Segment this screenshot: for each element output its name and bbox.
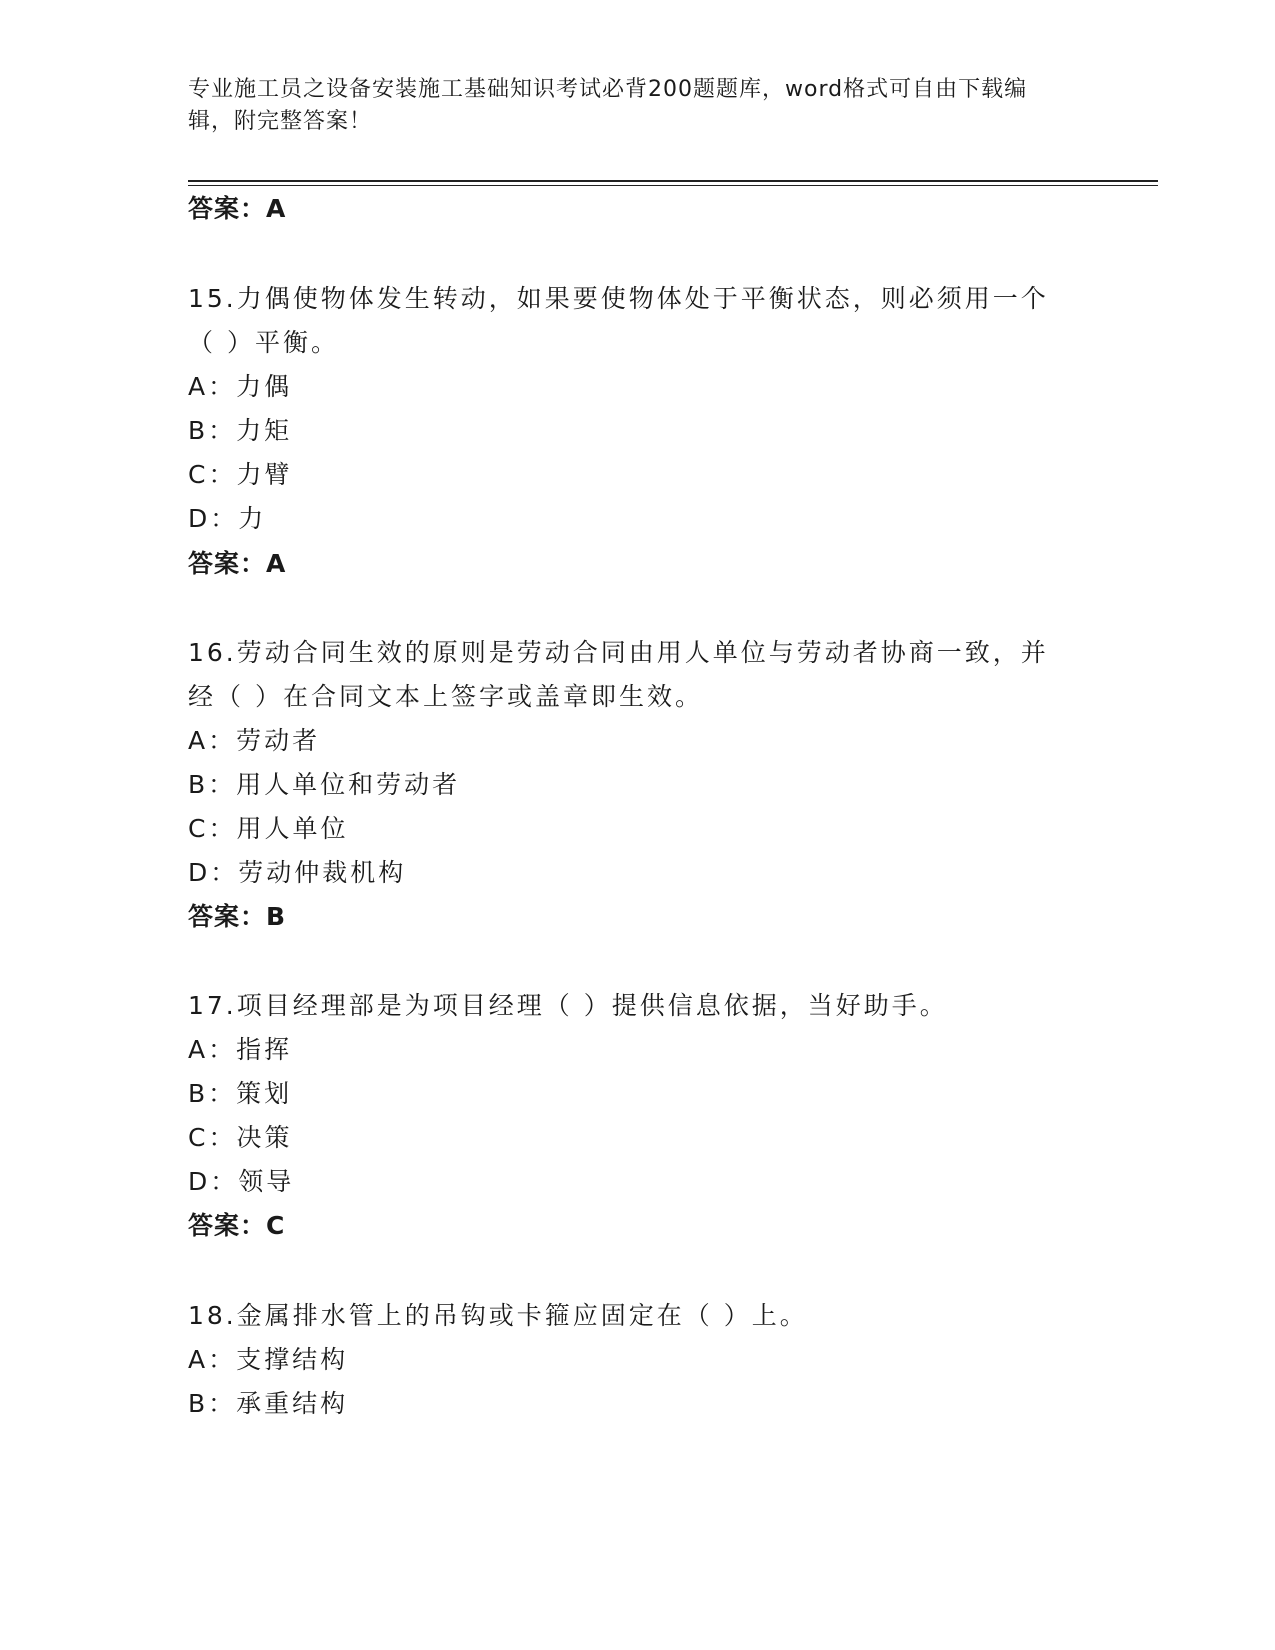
- question-16-answer: 答案：B: [188, 902, 287, 931]
- question-16-stem-line2: 经（ ）在合同文本上签字或盖章即生效。: [188, 682, 703, 711]
- question-16-stem-line1: 16.劳动合同生效的原则是劳动合同由用人单位与劳动者协商一致，并: [188, 638, 1049, 667]
- question-16-option-d: D：劳动仲裁机构: [188, 858, 407, 887]
- question-18-option-b: B：承重结构: [188, 1389, 349, 1418]
- question-16-option-a: A：劳动者: [188, 726, 321, 755]
- question-15-answer: 答案：A: [188, 549, 287, 578]
- question-17-stem-line1: 17.项目经理部是为项目经理（ ）提供信息依据，当好助手。: [188, 991, 948, 1020]
- answer-previous: 答案：A: [188, 194, 287, 223]
- question-17-option-b: B：策划: [188, 1079, 293, 1108]
- question-15-option-a: A：力偶: [188, 372, 293, 401]
- header-divider-thick: [188, 180, 1158, 182]
- question-16-option-c: C：用人单位: [188, 814, 349, 843]
- question-15-option-d: D：力: [188, 504, 267, 533]
- question-18-option-a: A：支撑结构: [188, 1345, 349, 1374]
- question-18-stem-line1: 18.金属排水管上的吊钩或卡箍应固定在（ ）上。: [188, 1301, 808, 1330]
- question-17-option-c: C：决策: [188, 1123, 293, 1152]
- question-16-option-b: B：用人单位和劳动者: [188, 770, 461, 799]
- question-15-option-c: C：力臂: [188, 460, 293, 489]
- question-15-stem-line2: （ ）平衡。: [188, 328, 339, 357]
- question-17-option-d: D：领导: [188, 1167, 295, 1196]
- question-17-answer: 答案：C: [188, 1211, 286, 1240]
- document-header: 专业施工员之设备安装施工基础知识考试必背200题题库，word格式可自由下载编辑，附完整答案！: [188, 77, 1028, 134]
- header-divider-thin: [188, 185, 1158, 186]
- question-15-option-b: B：力矩: [188, 416, 293, 445]
- question-15-stem-line1: 15.力偶使物体发生转动，如果要使物体处于平衡状态，则必须用一个: [188, 284, 1049, 313]
- question-17-option-a: A：指挥: [188, 1035, 293, 1064]
